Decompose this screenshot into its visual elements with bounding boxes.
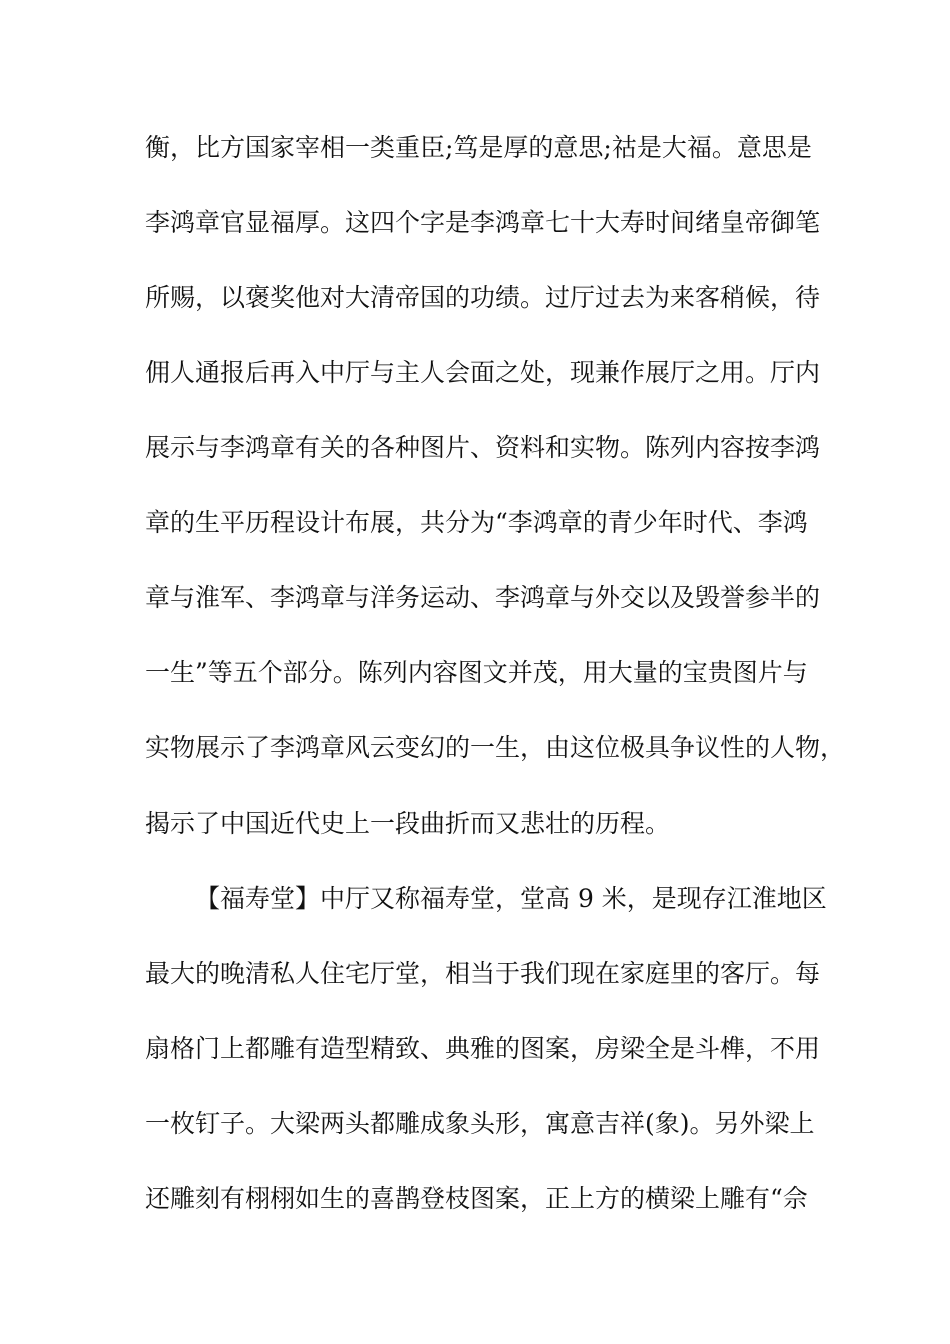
text-line: 章与淮军、李鸿章与洋务运动、李鸿章与外交以及毁誉参半的	[145, 583, 821, 612]
text-line: 章的生平历程设计布展，共分为“李鸿章的青少年时代、李鸿	[145, 508, 808, 537]
text-line: 李鸿章官显福厚。这四个字是李鸿章七十大寿时间绪皇帝御笔	[145, 208, 821, 237]
text-line: 实物展示了李鸿章风云变幻的一生，由这位极具争议性的人物，	[145, 733, 846, 762]
text-line: 一枚钉子。大梁两头都雕成象头形，寓意吉祥(象)。另外梁上	[145, 1109, 815, 1138]
text-line: 佣人通报后再入中厅与主人会面之处，现兼作展厅之用。厅内	[145, 358, 821, 387]
text-line: 衡，比方国家宰相一类重臣;笃是厚的意思;祜是大福。意思是	[145, 133, 812, 162]
text-line: 一生”等五个部分。陈列内容图文并茂，用大量的宝贵图片与	[145, 658, 808, 687]
text-line: 所赐，以褒奖他对大清帝国的功绩。过厅过去为来客稍候，待	[145, 283, 821, 312]
text-line: 揭示了中国近代史上一段曲折而又悲壮的历程。	[145, 809, 671, 838]
text-line: 还雕刻有栩栩如生的喜鹊登枝图案，正上方的横梁上雕有“佘	[145, 1184, 808, 1213]
text-line: 【福寿堂】中厅又称福寿堂，堂高 9 米，是现存江淮地区	[195, 884, 827, 913]
text-line: 展示与李鸿章有关的各种图片、资料和实物。陈列内容按李鸿	[145, 433, 821, 462]
text-line: 最大的晚清私人住宅厅堂，相当于我们现在家庭里的客厅。每	[145, 959, 821, 988]
text-line: 扇格门上都雕有造型精致、典雅的图案，房梁全是斗榫，不用	[145, 1034, 821, 1063]
